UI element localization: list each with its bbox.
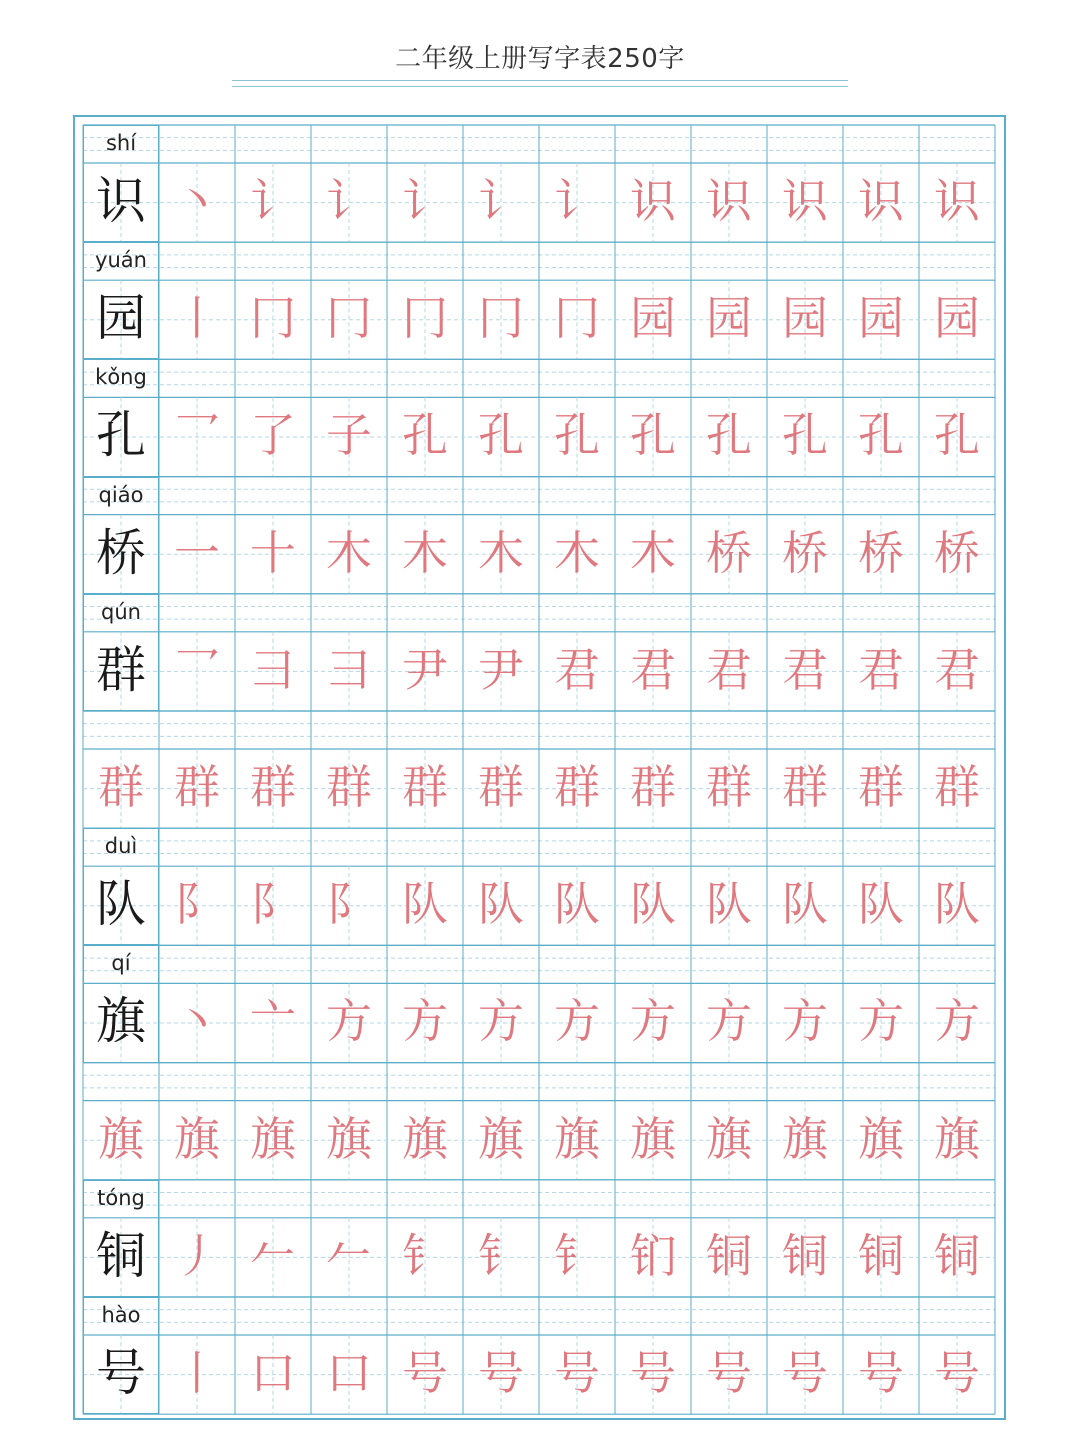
stroke-step-character: 号 <box>554 1346 600 1400</box>
stroke-step-character: 孔 <box>630 408 676 463</box>
stroke-step-character: 群 <box>934 760 980 814</box>
stroke-step-character: 讠 <box>478 174 524 228</box>
stroke-step-character: 队 <box>934 877 980 932</box>
stroke-step-character: 木 <box>326 525 372 580</box>
stroke-step-character: 冂 <box>402 291 448 346</box>
stroke-step-character: 铜 <box>858 1228 904 1283</box>
stroke-step-character: 乛 <box>174 408 220 463</box>
stroke-step-character: 方 <box>554 994 600 1049</box>
stroke-step-character: 识 <box>858 174 904 228</box>
stroke-step-character: 号 <box>630 1346 676 1400</box>
stroke-step-character: 钅 <box>402 1228 448 1283</box>
pinyin-label: tóng <box>97 1185 145 1210</box>
stroke-step-character: 园 <box>858 291 904 346</box>
stroke-step-character: 识 <box>934 174 980 228</box>
stroke-step-character: 队 <box>782 877 828 932</box>
stroke-step-character: 了 <box>250 408 296 463</box>
stroke-step-character: 群 <box>174 760 220 814</box>
stroke-step-character: 木 <box>630 525 676 580</box>
stroke-step-character: 队 <box>554 877 600 932</box>
stroke-step-character: 群 <box>630 760 676 814</box>
stroke-step-character: 𠂉 <box>250 1228 296 1283</box>
stroke-step-character: 队 <box>478 877 524 932</box>
stroke-step-character: 口 <box>326 1346 372 1400</box>
stroke-step-character: 队 <box>858 877 904 932</box>
stroke-step-character: 阝 <box>174 877 220 932</box>
stroke-step-character: 彐 <box>250 642 296 697</box>
stroke-step-character: 孔 <box>782 408 828 463</box>
stroke-step-character: 旗 <box>858 1111 904 1166</box>
stroke-step-character: 群 <box>554 760 600 814</box>
pinyin-label: shí <box>105 131 137 155</box>
stroke-step-character: 号 <box>782 1346 828 1400</box>
stroke-step-character: 尹 <box>478 642 524 697</box>
stroke-step-character: 冂 <box>478 291 524 346</box>
stroke-step-character: 钔 <box>630 1228 676 1283</box>
stroke-step-character: 冂 <box>326 291 372 346</box>
stroke-step-character: 园 <box>934 291 980 346</box>
stroke-step-character: 阝 <box>250 877 296 932</box>
stroke-step-character: 木 <box>478 525 524 580</box>
stroke-step-character: 君 <box>706 642 752 697</box>
stroke-step-character: 讠 <box>326 174 372 228</box>
stroke-step-character: 方 <box>706 994 752 1049</box>
stroke-step-character: 方 <box>478 994 524 1049</box>
model-character: 号 <box>96 1344 146 1402</box>
stroke-step-character: 号 <box>402 1346 448 1400</box>
model-character: 队 <box>96 875 146 934</box>
stroke-step-character: 丿 <box>174 1228 220 1283</box>
title-rule-lower <box>232 86 848 87</box>
stroke-step-character: 旗 <box>782 1111 828 1166</box>
stroke-step-character: 君 <box>554 642 600 697</box>
stroke-step-character: 乛 <box>174 642 220 697</box>
stroke-step-character: 冂 <box>250 291 296 346</box>
stroke-step-character: 桥 <box>706 525 752 580</box>
stroke-step-character: 孔 <box>554 408 600 463</box>
stroke-step-character: 孔 <box>706 408 752 463</box>
stroke-step-character: 方 <box>858 994 904 1049</box>
stroke-step-character: 群 <box>326 760 372 814</box>
stroke-step-character: 丶 <box>174 174 220 228</box>
model-character: 旗 <box>96 992 146 1051</box>
stroke-step-character: 园 <box>782 291 828 346</box>
stroke-step-character: 识 <box>782 174 828 228</box>
pinyin-label: kǒng <box>95 365 147 390</box>
practice-sheet <box>73 115 1006 1420</box>
stroke-step-character: 群 <box>706 760 752 814</box>
stroke-step-character: 群 <box>402 760 448 814</box>
pinyin-label: hào <box>101 1303 141 1327</box>
stroke-step-character: 桥 <box>858 525 904 580</box>
model-character: 孔 <box>96 406 146 465</box>
stroke-step-character: 木 <box>554 525 600 580</box>
stroke-step-character: 桥 <box>934 525 980 580</box>
stroke-step-character: 孔 <box>402 408 448 463</box>
stroke-step-character: 钅 <box>554 1228 600 1283</box>
model-character: 铜 <box>96 1226 146 1285</box>
stroke-step-character: 号 <box>858 1346 904 1400</box>
stroke-step-character: 旗 <box>402 1111 448 1166</box>
stroke-step-character: 方 <box>934 994 980 1049</box>
pinyin-label: qiáo <box>98 482 144 507</box>
stroke-step-character: 旗 <box>554 1111 600 1166</box>
model-character: 识 <box>96 172 146 230</box>
stroke-step-character: 𠂉 <box>326 1228 372 1283</box>
stroke-step-character: 桥 <box>782 525 828 580</box>
stroke-step-character: 队 <box>706 877 752 932</box>
pinyin-label: qún <box>101 599 141 624</box>
stroke-step-character: 子 <box>326 408 372 463</box>
stroke-step-character: 识 <box>706 174 752 228</box>
stroke-step-character: 旗 <box>326 1111 372 1166</box>
stroke-step-character: 号 <box>934 1346 980 1400</box>
stroke-step-character: 孔 <box>478 408 524 463</box>
stroke-step-character: 冂 <box>554 291 600 346</box>
stroke-step-character: 群 <box>782 760 828 814</box>
stroke-step-character: 号 <box>478 1346 524 1400</box>
title-rule-upper <box>232 80 848 81</box>
stroke-step-character: 号 <box>706 1346 752 1400</box>
pinyin-label: qí <box>111 951 131 976</box>
stroke-step-character: 园 <box>630 291 676 346</box>
pinyin-label: duì <box>104 834 138 859</box>
stroke-step-character: 群 <box>250 760 296 814</box>
stroke-step-character: 亠 <box>250 994 296 1049</box>
stroke-step-character: 木 <box>402 525 448 580</box>
stroke-step-character: 讠 <box>250 174 296 228</box>
stroke-step-character: 铜 <box>934 1228 980 1283</box>
pinyin-label: yuán <box>95 248 147 273</box>
stroke-step-character: 十 <box>250 525 296 580</box>
stroke-step-character: 群 <box>98 760 144 814</box>
stroke-step-character: 尹 <box>402 642 448 697</box>
stroke-step-character: 阝 <box>326 877 372 932</box>
page-title: 二年级上册写字表250字 <box>395 44 685 74</box>
model-character: 园 <box>96 289 146 348</box>
stroke-step-character: 队 <box>630 877 676 932</box>
stroke-step-character: 彐 <box>326 642 372 697</box>
stroke-step-character: 君 <box>782 642 828 697</box>
model-character: 桥 <box>96 523 146 582</box>
stroke-step-character: 旗 <box>174 1111 220 1166</box>
stroke-step-character: 铜 <box>782 1228 828 1283</box>
stroke-step-character: 方 <box>782 994 828 1049</box>
stroke-step-character: 讠 <box>402 174 448 228</box>
stroke-step-character: 园 <box>706 291 752 346</box>
stroke-step-character: 钅 <box>478 1228 524 1283</box>
stroke-step-character: 识 <box>630 174 676 228</box>
stroke-step-character: 君 <box>858 642 904 697</box>
stroke-step-character: 方 <box>326 994 372 1049</box>
stroke-step-character: 孔 <box>858 408 904 463</box>
stroke-step-character: 方 <box>630 994 676 1049</box>
stroke-step-character: 一 <box>174 525 220 580</box>
stroke-step-character: 旗 <box>250 1111 296 1166</box>
stroke-step-character: 口 <box>250 1346 296 1400</box>
stroke-step-character: 群 <box>478 760 524 814</box>
stroke-step-character: 铜 <box>706 1228 752 1283</box>
stroke-step-character: 旗 <box>478 1111 524 1166</box>
stroke-step-character: 君 <box>630 642 676 697</box>
stroke-step-character: 群 <box>858 760 904 814</box>
stroke-step-character: 队 <box>402 877 448 932</box>
stroke-step-character: 丶 <box>174 994 220 1049</box>
stroke-step-character: 讠 <box>554 174 600 228</box>
stroke-step-character: 旗 <box>706 1111 752 1166</box>
stroke-step-character: 旗 <box>934 1111 980 1166</box>
stroke-step-character: 丨 <box>174 291 220 346</box>
stroke-step-character: 丨 <box>174 1346 220 1400</box>
stroke-step-character: 孔 <box>934 408 980 463</box>
stroke-step-character: 君 <box>934 642 980 697</box>
model-character: 群 <box>96 640 146 699</box>
stroke-step-character: 旗 <box>98 1111 144 1166</box>
stroke-step-character: 旗 <box>630 1111 676 1166</box>
stroke-step-character: 方 <box>402 994 448 1049</box>
